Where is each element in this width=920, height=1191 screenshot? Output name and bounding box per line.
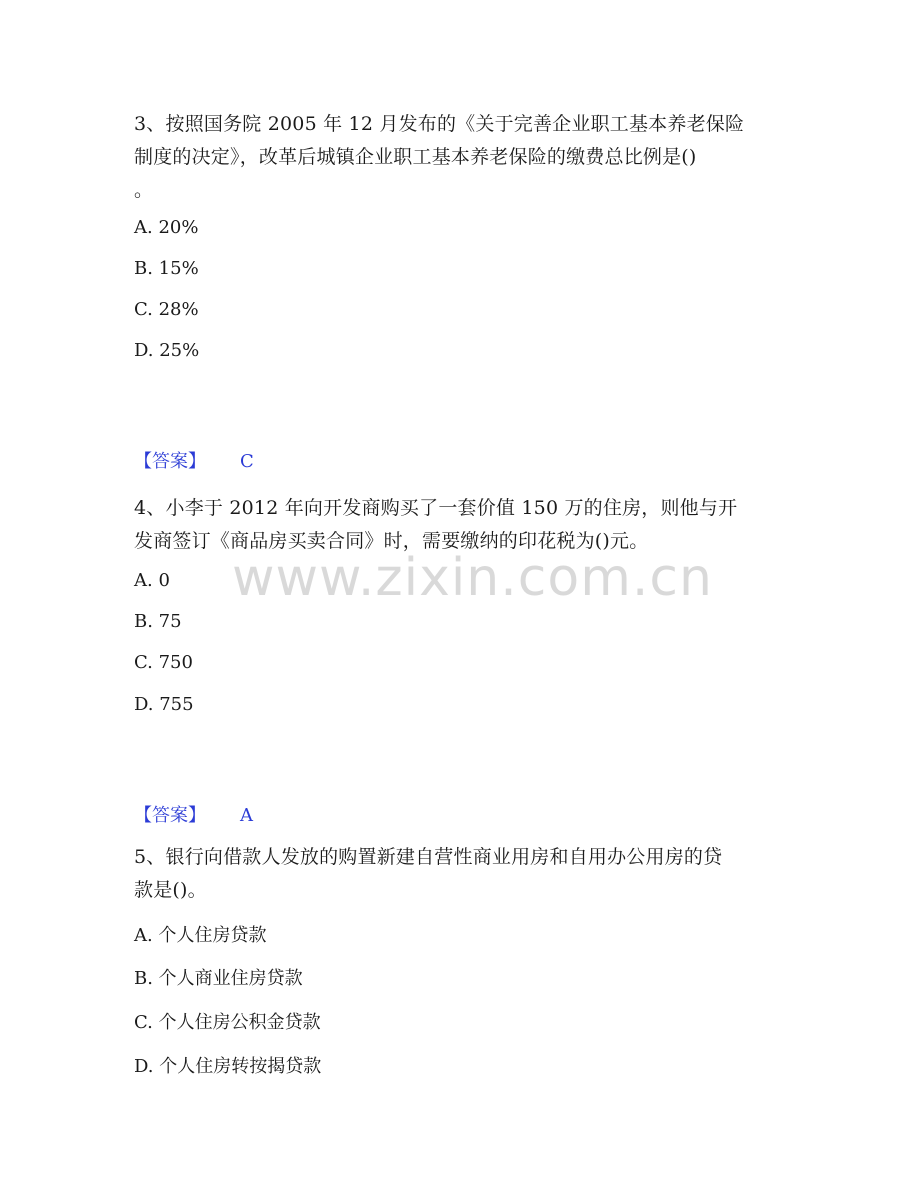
- question-3-option-d: D. 25%: [134, 340, 200, 361]
- question-5-option-b: B. 个人商业住房贷款: [134, 968, 303, 989]
- answer-label: 【答案】: [134, 451, 206, 472]
- question-4-line-1: 4、小李于 2012 年向开发商购买了一套价值 150 万的住房，则他与开: [134, 497, 738, 519]
- question-4-option-c: C. 750: [134, 652, 193, 673]
- answer-value: A: [240, 805, 253, 826]
- question-4-answer: [134, 804, 253, 828]
- question-5-text: [134, 841, 784, 907]
- watermark-text: www.zixin.com.cn: [232, 548, 713, 608]
- question-3-answer: [134, 450, 254, 474]
- question-3-line-1: 3、按照国务院 2005 年 12 月发布的《关于完善企业职工基本养老保险: [134, 113, 745, 135]
- question-4-text: [134, 492, 784, 558]
- question-5-option-a: A. 个人住房贷款: [134, 925, 267, 946]
- question-5-option-d: D. 个人住房转按揭贷款: [134, 1056, 322, 1077]
- question-4-line-2: 发商签订《商品房买卖合同》时，需要缴纳的印花税为()元。: [134, 530, 649, 552]
- question-5-line-1: 5、银行向借款人发放的购置新建自营性商业用房和自用办公用房的贷: [134, 846, 723, 868]
- question-5-option-c: C. 个人住房公积金贷款: [134, 1012, 321, 1033]
- answer-label: 【答案】: [134, 805, 206, 826]
- question-3-line-3: 。: [134, 179, 154, 201]
- question-3-line-2: 制度的决定》，改革后城镇企业职工基本养老保险的缴费总比例是(): [134, 146, 697, 168]
- question-3-option-c: C. 28%: [134, 299, 199, 320]
- question-4-option-a: A. 0: [134, 570, 170, 591]
- question-3-text: [134, 108, 784, 207]
- question-3-option-b: B. 15%: [134, 258, 199, 279]
- question-4-option-d: D. 755: [134, 694, 194, 715]
- question-3-option-a: A. 20%: [134, 217, 199, 238]
- question-4-option-b: B. 75: [134, 611, 182, 632]
- question-5-line-2: 款是()。: [134, 879, 207, 901]
- answer-value: C: [240, 451, 254, 472]
